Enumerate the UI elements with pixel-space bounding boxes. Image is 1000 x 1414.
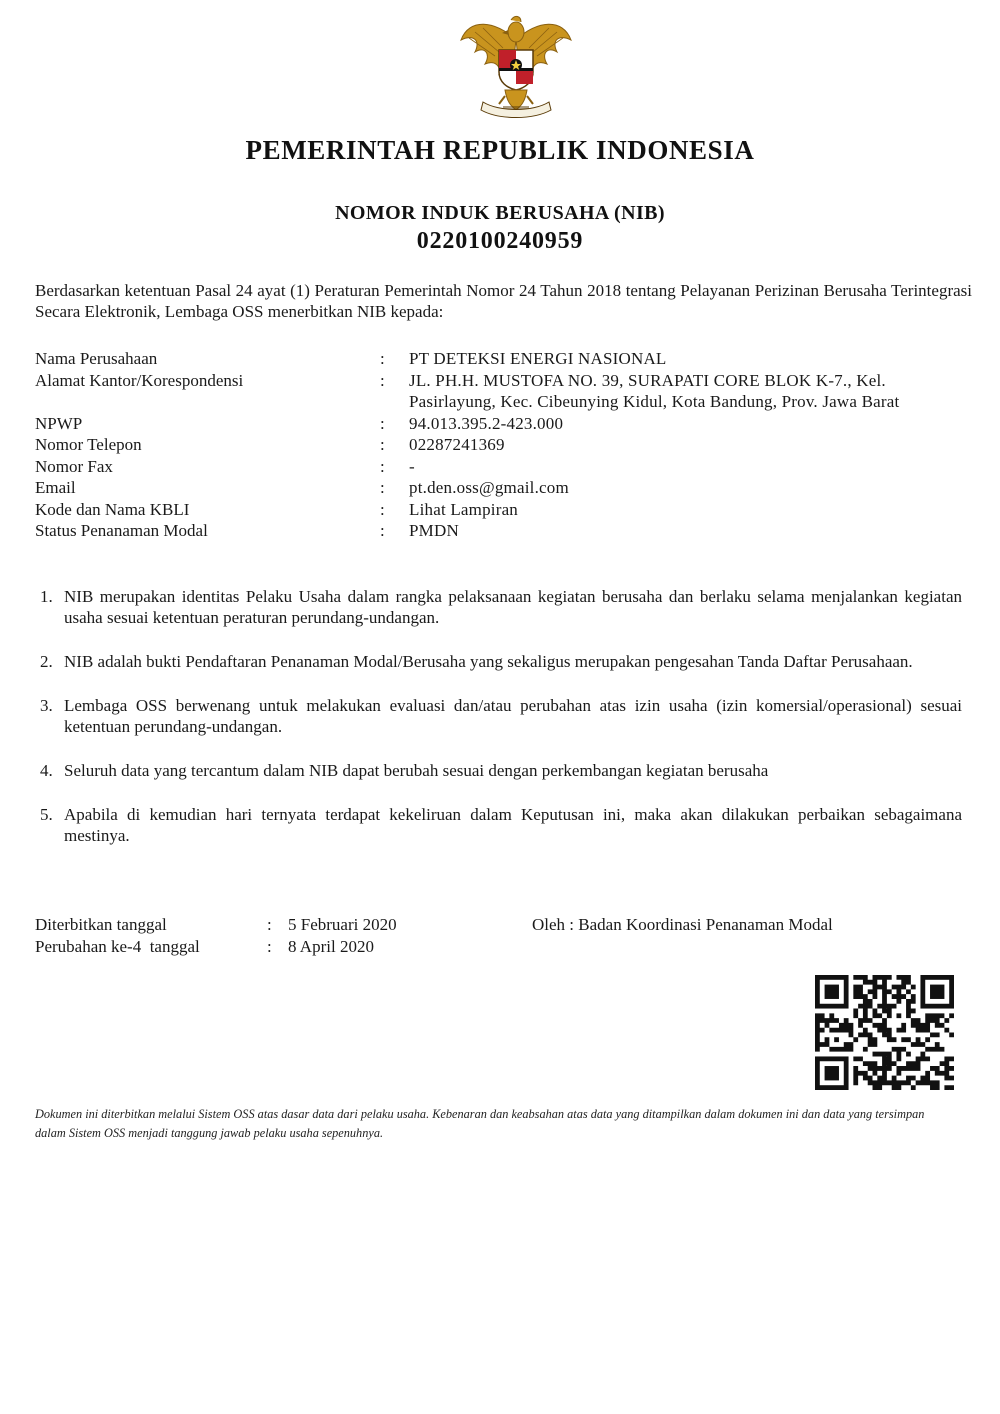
- field-row-investment-status: [35, 520, 965, 542]
- field-label: Status Penanaman Modal: [35, 521, 208, 540]
- field-label: Email: [35, 478, 76, 497]
- change-separator: :: [267, 937, 272, 956]
- field-separator: :: [380, 349, 385, 368]
- field-separator: :: [380, 370, 385, 390]
- field-value: -: [409, 456, 415, 476]
- disclaimer: Dokumen ini diterbitkan melalui Sistem OSS atas dasar data dari pelaku usaha. Kebenaran dan keabsahan atas data yang ditampilkan dalam dokumen ini dan data yang tersimpan dalam Sistem OSS menjadi tanggung jawab pelaku usaha sepenuhnya.: [35, 1107, 925, 1140]
- field-value: pt.den.oss@gmail.com: [409, 478, 569, 497]
- list-item: [40, 760, 962, 781]
- issued-label: Diterbitkan tanggal: [35, 915, 167, 934]
- field-row-phone: [35, 434, 965, 456]
- field-value: PT DETEKSI ENERGI NASIONAL: [409, 349, 667, 368]
- list-item: [40, 695, 962, 737]
- field-separator: :: [380, 478, 385, 497]
- provisions-list: [40, 586, 962, 869]
- field-value: PMDN: [409, 521, 459, 540]
- issued-separator: :: [267, 915, 272, 934]
- field-separator: :: [380, 456, 385, 476]
- issuance-dates: [35, 914, 397, 958]
- field-value: JL. PH.H. MUSTOFA NO. 39, SURAPATI CORE BLOK K-7., Kel. Pasirlayung, Kec. Cibeunying Kidul, Kota Bandung, Prov. Jawa Barat: [409, 370, 900, 411]
- list-item: [40, 586, 962, 628]
- list-text: NIB merupakan identitas Pelaku Usaha dalam rangka pelaksanaan kegiatan berusaha dan berlaku selama menjalankan kegiatan usaha sesuai ketentuan peraturan perundang-undangan.: [64, 587, 962, 627]
- list-text: Apabila di kemudian hari ternyata terdapat kekeliruan dalam Keputusan ini, maka akan dilakukan perbaikan sebagaimana mestinya.: [64, 805, 962, 845]
- field-label: Nomor Fax: [35, 456, 113, 476]
- change-date: 8 April 2020: [288, 937, 374, 956]
- document-title: NOMOR INDUK BERUSAHA (NIB): [335, 202, 665, 224]
- list-number: 5.: [40, 805, 53, 824]
- field-value: 94.013.395.2-423.000: [409, 413, 564, 433]
- field-row-company-name: [35, 348, 965, 370]
- qr-code-icon: [815, 975, 954, 1090]
- field-row-kbli: [35, 499, 965, 521]
- list-number: 1.: [40, 587, 53, 606]
- list-number: 4.: [40, 761, 53, 780]
- field-label: Kode dan Nama KBLI: [35, 499, 190, 519]
- list-number: 2.: [40, 652, 53, 671]
- field-label: Nomor Telepon: [35, 435, 142, 454]
- intro-paragraph: Berdasarkan ketentuan Pasal 24 ayat (1) Peraturan Pemerintah Nomor 24 Tahun 2018 tentang Pelayanan Perizinan Berusaha Terintegrasi Secara Elektronik, Lembaga OSS menerbitkan NIB kepada:: [35, 281, 972, 321]
- field-label: NPWP: [35, 413, 83, 433]
- field-separator: :: [380, 413, 385, 433]
- list-text: Seluruh data yang tercantum dalam NIB dapat berubah sesuai dengan perkembangan kegiatan berusaha: [64, 761, 769, 780]
- issuer: Oleh : Badan Koordinasi Penanaman Modal: [532, 915, 833, 934]
- issued-date-row: [35, 914, 397, 936]
- company-details: [35, 348, 965, 542]
- change-date-row: [35, 936, 397, 958]
- field-separator: :: [380, 499, 385, 519]
- field-value: Lihat Lampiran: [409, 499, 519, 519]
- field-label: Alamat Kantor/Korespondensi: [35, 370, 244, 390]
- change-label: Perubahan ke-4 tanggal: [35, 937, 200, 956]
- field-row-email: [35, 477, 965, 499]
- list-number: 3.: [40, 696, 53, 715]
- list-text: NIB adalah bukti Pendaftaran Penanaman Modal/Berusaha yang sekaligus merupakan pengesahan Tanda Daftar Perusahaan.: [64, 652, 913, 671]
- garuda-emblem-icon: [455, 10, 577, 122]
- list-item: [40, 804, 962, 846]
- list-item: [40, 651, 962, 672]
- field-value: 02287241369: [409, 435, 505, 454]
- field-label: Nama Perusahaan: [35, 349, 158, 368]
- issued-date: 5 Februari 2020: [288, 915, 397, 934]
- field-separator: :: [380, 435, 385, 454]
- list-text: Lembaga OSS berwenang untuk melakukan evaluasi dan/atau perubahan atas izin usaha (izin komersial/operasional) sesuai ketentuan perundang-undangan.: [64, 696, 962, 736]
- field-row-address: [35, 370, 965, 413]
- field-row-npwp: [35, 413, 965, 435]
- government-title: PEMERINTAH REPUBLIK INDONESIA: [245, 135, 755, 165]
- nib-number: 0220100240959: [416, 228, 584, 254]
- field-row-fax: [35, 456, 965, 478]
- field-separator: :: [380, 521, 385, 540]
